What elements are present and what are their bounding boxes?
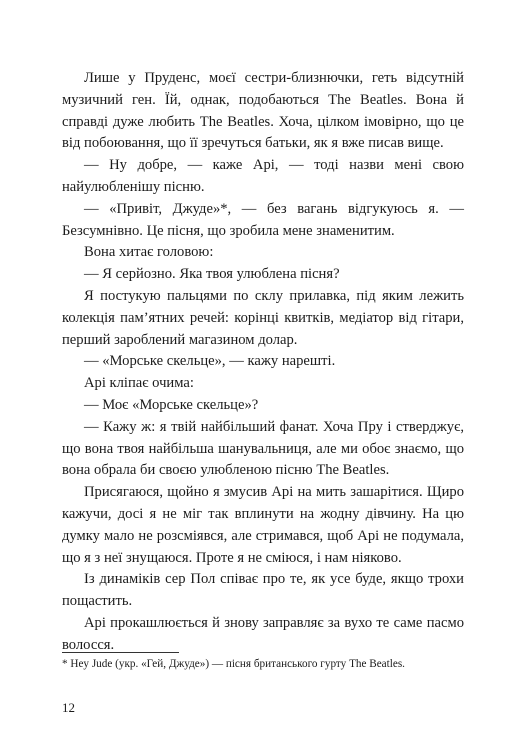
paragraph-3: — «Привіт, Джуде»*, — без вагань відгукуюсь я. — Безсумнівно. Це пісня, що зробила мене знаменитим. <box>62 200 464 239</box>
paragraph-6: Я постукую пальцями по склу прилавка, під яким лежить колекція пам’ятних речей: корінці квитків, медіатор від гітари, перший зароблений магазином долар. <box>62 287 464 348</box>
paragraph-13: Арі прокашлюється й знову заправляє за вухо те саме пасмо волосся. <box>62 614 464 653</box>
paragraph-7: — «Морське скельце», — кажу нарешті. <box>84 353 336 370</box>
paragraph-11: Присягаюся, щойно я змусив Арі на мить зашарітися. Щиро кажучи, досі я не міг так вплинути на жодну дівчину. На цю думку мало не розсміявся, але стримався, щоб Арі не подумала, що я з неї знущаюся. Проте я не сміюся, і нам ніяково. <box>62 484 464 566</box>
paragraph-1: Лише у Пруденс, моєї сестри-близнючки, геть відсутній музичний ген. Їй, однак, подобаються The Beatles. Вона й справді дуже любить The Beatles. Хоча, цілком імовірно, що це від побоювання, що її зречуться батьки, як я вже писав вище. <box>62 70 464 152</box>
footnote: * Hey Jude (укр. «Гей, Джуде») — пісня британського гурту The Beatles. <box>62 658 405 670</box>
paragraph-5: — Я серйозно. Яка твоя улюблена пісня? <box>84 266 340 283</box>
paragraph-9: — Моє «Морське скельце»? <box>84 396 259 413</box>
paragraph-8: Арі кліпає очима: <box>84 375 194 392</box>
paragraph-2: — Ну добре, — каже Арі, — тоді назви мені свою найулюбленішу пісню. <box>62 157 464 195</box>
paragraph-10: — Кажу ж: я твій найбільший фанат. Хоча Пру і стверджує, що вона твоя найбільша шанувальниця, але ми обоє знаємо, що вона обрала би своєю улюбленою пісню The Beatles. <box>62 418 464 479</box>
page-body <box>62 68 464 657</box>
footnote-divider <box>62 652 179 653</box>
paragraph-4: Вона хитає головою: <box>84 244 214 261</box>
page-number: 12 <box>62 700 75 715</box>
paragraph-12: Із динаміків сер Пол співає про те, як усе буде, якщо трохи пощастить. <box>62 571 464 610</box>
